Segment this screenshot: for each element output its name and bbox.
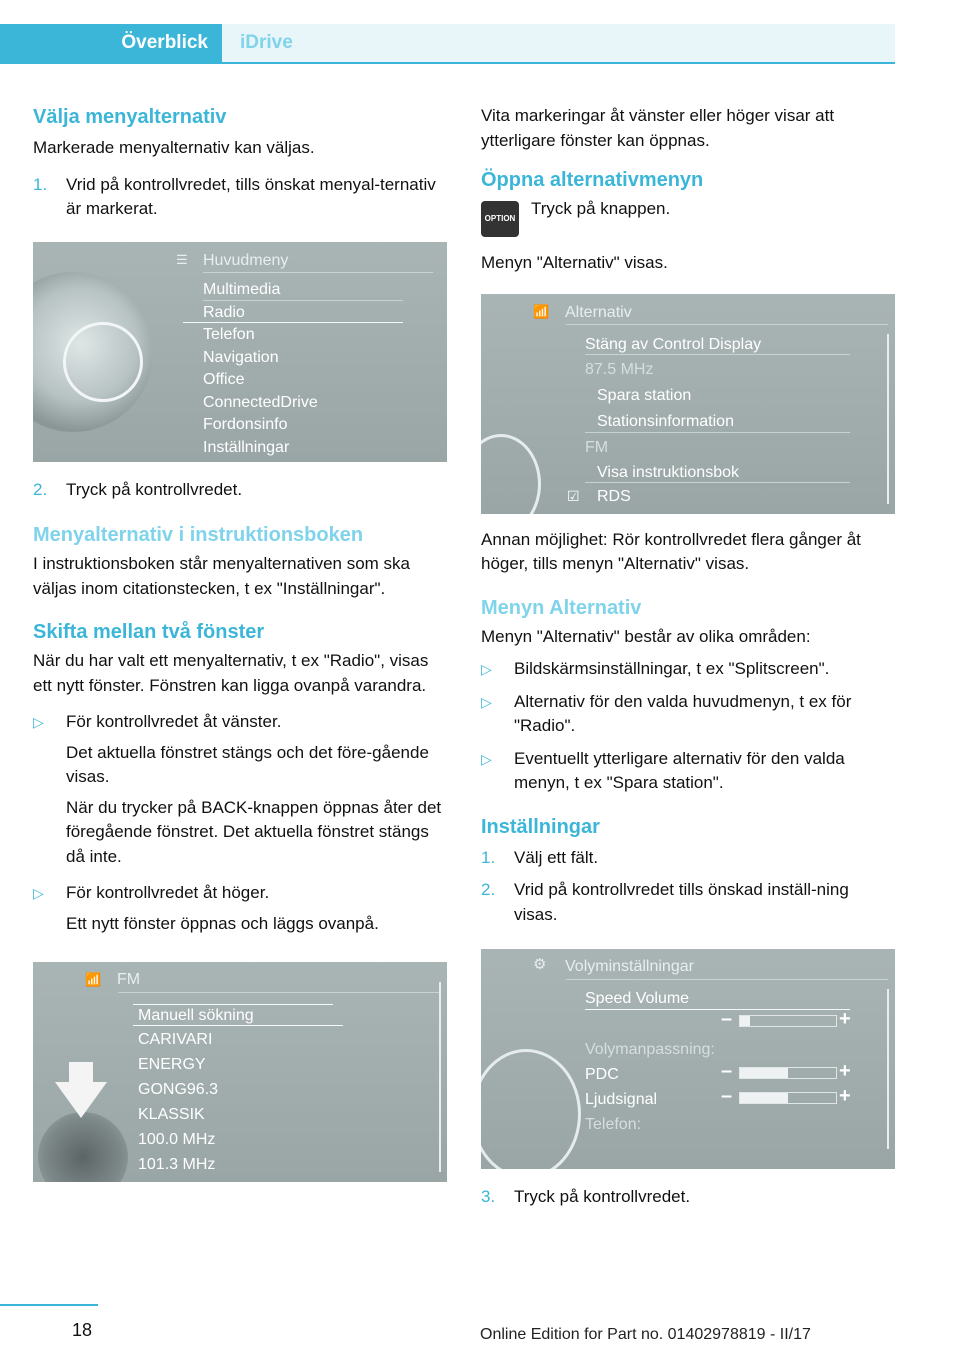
menu-item: Office — [203, 370, 245, 388]
screen-title: Huvudmeny — [203, 251, 289, 269]
divider — [585, 432, 850, 433]
menu-item: Telefon — [203, 325, 255, 343]
menu-item: ConnectedDrive — [203, 393, 318, 411]
screenshot-volyminstallningar — [481, 949, 895, 1169]
heading-oppna: Öppna alternativmenyn — [481, 169, 704, 191]
bullet-item — [33, 710, 448, 735]
divider — [585, 482, 850, 483]
heading-menyalternativ: Menyalternativ i instruktionsboken — [33, 524, 364, 546]
step-text: Vrid på kontrollvredet tills önskad inställ‐ning visas. — [514, 880, 849, 924]
menu-item: GONG96.3 — [138, 1081, 219, 1098]
setting-label: Ljudsignal — [585, 1091, 658, 1108]
divider — [585, 354, 850, 355]
paragraph: Det aktuella fönstret stängs och det före‐gående visas. — [66, 742, 429, 786]
list-icon: ☰ — [176, 251, 188, 267]
menu-item: KLASSIK — [138, 1106, 205, 1123]
controller-knob-image — [38, 1112, 128, 1182]
paragraph: Tryck på knappen. — [531, 199, 671, 218]
menu-item: Radio — [203, 303, 245, 321]
menu-item: Visa instruktionsbok — [597, 463, 739, 481]
section-label: 87.5 MHz — [585, 360, 654, 378]
checkbox-icon: ☑ — [567, 487, 580, 504]
scroll-edge — [436, 982, 441, 1172]
screenshot-huvudmeny — [33, 242, 447, 462]
step-1 — [481, 846, 896, 871]
menu-item: ENERGY — [138, 1056, 206, 1073]
bullet-text: För kontrollvredet åt höger. — [66, 883, 270, 902]
section-label: Telefon: — [585, 1116, 642, 1133]
right-column — [481, 104, 896, 1210]
antenna-icon: 📶 — [533, 303, 550, 319]
menu-item: Inställningar — [203, 438, 290, 456]
section-label: Volymanpassning: — [585, 1041, 715, 1058]
ljudsignal-slider[interactable] — [739, 1092, 837, 1104]
bullet-item — [33, 881, 448, 906]
menu-item: Multimedia — [203, 280, 281, 298]
step-number: 2. — [481, 880, 496, 899]
step-text: Tryck på kontrollvredet. — [66, 479, 243, 499]
heading-menyn-alternativ: Menyn Alternativ — [481, 596, 642, 619]
menu-item: RDS — [597, 487, 631, 505]
paragraph: Menyn "Alternativ" visas. — [481, 253, 668, 272]
paragraph: Ett nytt fönster öppnas och läggs ovanpå. — [66, 913, 379, 933]
divider — [566, 324, 888, 325]
bullet-text: Alternativ för den valda huvudmenyn, t ex för "Radio". — [514, 691, 852, 735]
screen-title: Alternativ — [565, 303, 632, 321]
paragraph: Menyn "Alternativ" består av olika områden: — [481, 626, 811, 646]
menu-item: 101.3 MHz — [138, 1156, 216, 1173]
screenshot-fm — [33, 962, 447, 1182]
bullet-text: Eventuellt ytterligare alternativ för den valda menyn, t ex "Spara station". — [514, 748, 845, 792]
step-3 — [481, 1185, 896, 1210]
bullet-item — [481, 747, 896, 796]
menu-item: CARIVARI — [138, 1031, 213, 1048]
step-text: Tryck på kontrollvredet. — [514, 1187, 691, 1206]
setting-label: Speed Volume — [585, 990, 690, 1007]
step-text: Välj ett fält. — [514, 847, 599, 867]
edition-note: Online Edition for Part no. 01402978819 - II/17 — [480, 1326, 811, 1343]
menu-item: Stationsinformation — [597, 412, 734, 430]
paragraph: Markerade menyalternativ kan väljas. — [33, 138, 315, 157]
step-1 — [33, 173, 448, 222]
plus-icon[interactable]: + — [839, 1060, 851, 1082]
bullet-triangle-icon: ▷ — [481, 750, 492, 767]
selection-line — [133, 1025, 343, 1026]
step-2 — [33, 478, 448, 503]
scroll-edge — [884, 334, 889, 504]
pdc-slider[interactable] — [739, 1067, 837, 1079]
step-number: 2. — [33, 479, 48, 499]
page-number: 18 — [72, 1320, 93, 1340]
step-2 — [481, 878, 896, 927]
paragraph: När du har valt ett menyalternativ, t ex "Radio", visas ett nytt fönster. Fönstren kan ligga ovanpå varandra. — [33, 651, 429, 695]
setting-label: PDC — [585, 1066, 619, 1083]
option-row — [481, 201, 896, 241]
footer-rule — [0, 1304, 98, 1306]
minus-icon[interactable]: – — [721, 1085, 733, 1107]
divider — [203, 272, 433, 273]
divider — [566, 979, 888, 980]
bullet-triangle-icon: ▷ — [481, 693, 492, 710]
bullet-item — [481, 657, 896, 682]
controller-ring — [481, 434, 541, 514]
step-number: 1. — [33, 174, 48, 194]
bullet-item — [481, 690, 896, 739]
speed-volume-slider[interactable] — [739, 1015, 837, 1027]
selection-line — [585, 1009, 850, 1010]
menu-item: 100.0 MHz — [138, 1131, 216, 1148]
bullet-triangle-icon: ▷ — [33, 714, 44, 730]
antenna-icon: 📶 — [85, 972, 102, 987]
plus-icon[interactable]: + — [839, 1085, 851, 1107]
bullet-text: Bildskärmsinställningar, t ex "Splitscreen". — [514, 659, 830, 678]
tab-idrive[interactable]: iDrive — [240, 32, 293, 53]
heading-valja: Välja menyalternativ — [33, 106, 227, 128]
bullet-text: För kontrollvredet åt vänster. — [66, 712, 282, 731]
settings-gear-icon: ⚙ — [533, 956, 547, 973]
arrow-down-icon — [55, 1082, 107, 1118]
menu-item: Stäng av Control Display — [585, 335, 762, 353]
paragraph: När du trycker på BACK-knappen öppnas åter det föregående fönstret. Det aktuella fönstret stängs då inte. — [66, 797, 442, 866]
divider — [118, 992, 440, 993]
step-number: 1. — [481, 847, 496, 867]
scroll-edge — [884, 989, 889, 1149]
screen-title: Volyminställningar — [565, 958, 694, 975]
minus-icon[interactable]: – — [721, 1008, 733, 1030]
step-text: Vrid på kontrollvredet, tills önskat menyal‐ternativ är markerat. — [66, 174, 436, 218]
heading-skifta: Skifta mellan två fönster — [33, 621, 265, 643]
screenshot-alternativ — [481, 294, 895, 514]
option-button-icon: OPTION — [481, 201, 519, 237]
menu-item: Fordonsinfo — [203, 415, 288, 433]
screen-title: FM — [117, 971, 141, 988]
controller-ring — [481, 1049, 581, 1169]
plus-icon[interactable]: + — [839, 1008, 851, 1030]
menu-item: Navigation — [203, 348, 279, 366]
left-column — [33, 104, 448, 1182]
paragraph: I instruktionsboken står menyalternativen som ska väljas inom citationstecken, t ex "Inställningar". — [33, 554, 411, 598]
menu-item: Spara station — [597, 386, 692, 404]
tab-overblick[interactable]: Överblick — [0, 24, 222, 62]
minus-icon[interactable]: – — [721, 1060, 733, 1082]
paragraph: Annan möjlighet: Rör kontrollvredet flera gånger åt höger, tills menyn "Alternativ" visas. — [481, 529, 861, 573]
heading-installningar: Inställningar — [481, 815, 600, 838]
bullet-triangle-icon: ▷ — [33, 885, 44, 901]
section-label: FM — [585, 438, 609, 456]
arrow-shaft — [69, 1062, 93, 1084]
step-number: 3. — [481, 1187, 496, 1206]
paragraph: Vita markeringar åt vänster eller höger visar att ytterligare fönster kan öppnas. — [481, 106, 835, 150]
controller-ring — [63, 322, 143, 402]
menu-item: Manuell sökning — [138, 1007, 254, 1024]
bullet-triangle-icon: ▷ — [481, 661, 492, 677]
